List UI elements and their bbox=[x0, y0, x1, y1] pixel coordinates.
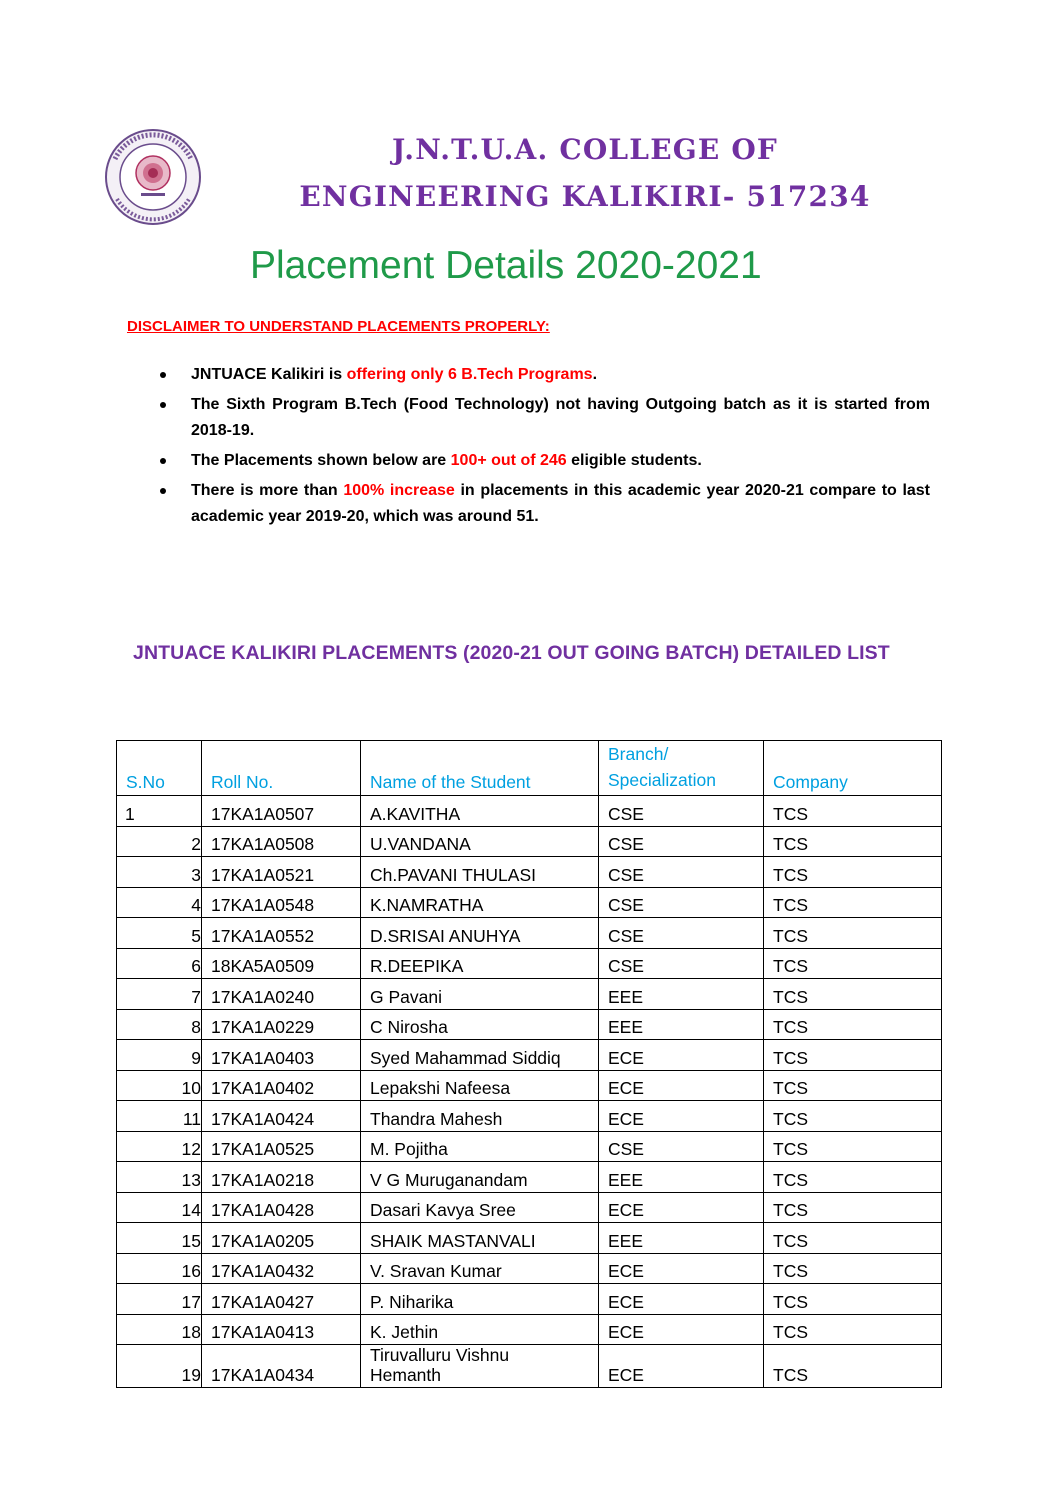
cell-sno: 5 bbox=[117, 918, 202, 949]
cell-sno: 7 bbox=[117, 979, 202, 1010]
cell-branch: EEE bbox=[599, 1009, 764, 1040]
bullet-dot-icon bbox=[160, 458, 166, 464]
cell-roll-no: 18KA5A0509 bbox=[202, 948, 361, 979]
cell-sno: 6 bbox=[117, 948, 202, 979]
cell-company: TCS bbox=[764, 1009, 942, 1040]
col-header-sno: S.No bbox=[117, 741, 202, 796]
table-row bbox=[117, 1009, 942, 1040]
cell-sno: 3 bbox=[117, 857, 202, 888]
table-body bbox=[117, 796, 942, 1388]
cell-branch: ECE bbox=[599, 1253, 764, 1284]
cell-branch: ECE bbox=[599, 1284, 764, 1315]
cell-company: TCS bbox=[764, 887, 942, 918]
cell-branch: ECE bbox=[599, 1345, 764, 1388]
table-row bbox=[117, 1253, 942, 1284]
cell-roll-no: 17KA1A0402 bbox=[202, 1070, 361, 1101]
disclaimer-heading: DISCLAIMER TO UNDERSTAND PLACEMENTS PROPERLY: bbox=[127, 318, 550, 335]
cell-student-name: Syed Mahammad Siddiq bbox=[361, 1040, 599, 1071]
cell-company: TCS bbox=[764, 796, 942, 827]
cell-student-name: Ch.PAVANI THULASI bbox=[361, 857, 599, 888]
table-row bbox=[117, 1162, 942, 1193]
list-title: JNTUACE KALIKIRI PLACEMENTS (2020-21 OUT GOING BATCH) DETAILED LIST bbox=[133, 642, 890, 664]
cell-company: TCS bbox=[764, 1192, 942, 1223]
university-seal-icon bbox=[97, 127, 209, 227]
cell-branch: CSE bbox=[599, 887, 764, 918]
cell-roll-no: 17KA1A0508 bbox=[202, 826, 361, 857]
cell-roll-no: 17KA1A0218 bbox=[202, 1162, 361, 1193]
cell-company: TCS bbox=[764, 1314, 942, 1345]
cell-roll-no: 17KA1A0403 bbox=[202, 1040, 361, 1071]
cell-roll-no: 17KA1A0432 bbox=[202, 1253, 361, 1284]
cell-branch: CSE bbox=[599, 826, 764, 857]
bullet-item: The Placements shown below are 100+ out of 246 eligible students. bbox=[160, 448, 930, 474]
table-row bbox=[117, 1101, 942, 1132]
cell-branch: ECE bbox=[599, 1101, 764, 1132]
cell-sno: 13 bbox=[117, 1162, 202, 1193]
table-row bbox=[117, 857, 942, 888]
table-row bbox=[117, 1284, 942, 1315]
col-header-branch: Branch/ Specialization bbox=[599, 741, 764, 796]
cell-sno: 9 bbox=[117, 1040, 202, 1071]
cell-branch: EEE bbox=[599, 979, 764, 1010]
cell-company: TCS bbox=[764, 826, 942, 857]
cell-company: TCS bbox=[764, 1070, 942, 1101]
cell-branch: CSE bbox=[599, 796, 764, 827]
table-row bbox=[117, 887, 942, 918]
cell-company: TCS bbox=[764, 979, 942, 1010]
cell-company: TCS bbox=[764, 918, 942, 949]
col-header-company: Company bbox=[764, 741, 942, 796]
cell-roll-no: 17KA1A0507 bbox=[202, 796, 361, 827]
cell-sno: 16 bbox=[117, 1253, 202, 1284]
cell-branch: ECE bbox=[599, 1040, 764, 1071]
cell-sno: 2 bbox=[117, 826, 202, 857]
cell-branch: CSE bbox=[599, 948, 764, 979]
cell-sno: 12 bbox=[117, 1131, 202, 1162]
cell-sno: 1 bbox=[117, 796, 202, 827]
table-row bbox=[117, 918, 942, 949]
cell-student-name: SHAIK MASTANVALI bbox=[361, 1223, 599, 1254]
cell-company: TCS bbox=[764, 1162, 942, 1193]
cell-branch: EEE bbox=[599, 1223, 764, 1254]
cell-roll-no: 17KA1A0240 bbox=[202, 979, 361, 1010]
table-row bbox=[117, 1192, 942, 1223]
cell-company: TCS bbox=[764, 1253, 942, 1284]
cell-sno: 4 bbox=[117, 887, 202, 918]
table-row bbox=[117, 1314, 942, 1345]
cell-student-name: G Pavani bbox=[361, 979, 599, 1010]
bullet-dot-icon bbox=[160, 402, 166, 408]
placements-table bbox=[116, 740, 942, 1388]
cell-branch: CSE bbox=[599, 1131, 764, 1162]
cell-sno: 10 bbox=[117, 1070, 202, 1101]
table-row bbox=[117, 1223, 942, 1254]
cell-roll-no: 17KA1A0229 bbox=[202, 1009, 361, 1040]
cell-roll-no: 17KA1A0552 bbox=[202, 918, 361, 949]
cell-student-name: V. Sravan Kumar bbox=[361, 1253, 599, 1284]
cell-sno: 15 bbox=[117, 1223, 202, 1254]
cell-roll-no: 17KA1A0424 bbox=[202, 1101, 361, 1132]
cell-student-name: Thandra Mahesh bbox=[361, 1101, 599, 1132]
bullet-dot-icon bbox=[160, 372, 166, 378]
cell-student-name: C Nirosha bbox=[361, 1009, 599, 1040]
cell-company: TCS bbox=[764, 1131, 942, 1162]
table-row bbox=[117, 1345, 942, 1388]
table-row bbox=[117, 1070, 942, 1101]
cell-branch: EEE bbox=[599, 1162, 764, 1193]
page-title: Placement Details 2020-2021 bbox=[250, 244, 762, 287]
cell-branch: ECE bbox=[599, 1314, 764, 1345]
cell-student-name: Dasari Kavya Sree bbox=[361, 1192, 599, 1223]
cell-branch: ECE bbox=[599, 1192, 764, 1223]
cell-student-name: D.SRISAI ANUHYA bbox=[361, 918, 599, 949]
cell-student-name: V G Muruganandam bbox=[361, 1162, 599, 1193]
cell-sno: 14 bbox=[117, 1192, 202, 1223]
cell-roll-no: 17KA1A0548 bbox=[202, 887, 361, 918]
cell-student-name: U.VANDANA bbox=[361, 826, 599, 857]
cell-roll-no: 17KA1A0428 bbox=[202, 1192, 361, 1223]
table-row bbox=[117, 1040, 942, 1071]
cell-sno: 19 bbox=[117, 1345, 202, 1388]
cell-student-name: Lepakshi Nafeesa bbox=[361, 1070, 599, 1101]
cell-sno: 18 bbox=[117, 1314, 202, 1345]
cell-roll-no: 17KA1A0427 bbox=[202, 1284, 361, 1315]
college-name-line1: J.N.T.U.A. COLLEGE OF bbox=[391, 133, 779, 166]
cell-sno: 17 bbox=[117, 1284, 202, 1315]
table-header-row bbox=[117, 741, 942, 796]
cell-company: TCS bbox=[764, 1223, 942, 1254]
bullet-dot-icon bbox=[160, 488, 166, 494]
cell-roll-no: 17KA1A0521 bbox=[202, 857, 361, 888]
bullet-item: The Sixth Program B.Tech (Food Technology) not having Outgoing batch as it is started from 2018-19. bbox=[160, 392, 930, 444]
table-row bbox=[117, 826, 942, 857]
cell-roll-no: 17KA1A0525 bbox=[202, 1131, 361, 1162]
col-header-name: Name of the Student bbox=[361, 741, 599, 796]
cell-sno: 8 bbox=[117, 1009, 202, 1040]
cell-roll-no: 17KA1A0205 bbox=[202, 1223, 361, 1254]
cell-student-name: P. Niharika bbox=[361, 1284, 599, 1315]
cell-branch: CSE bbox=[599, 857, 764, 888]
cell-company: TCS bbox=[764, 948, 942, 979]
cell-branch: ECE bbox=[599, 1070, 764, 1101]
table-row bbox=[117, 948, 942, 979]
table-row bbox=[117, 979, 942, 1010]
cell-sno: 11 bbox=[117, 1101, 202, 1132]
cell-roll-no: 17KA1A0413 bbox=[202, 1314, 361, 1345]
cell-branch: CSE bbox=[599, 918, 764, 949]
table-row bbox=[117, 796, 942, 827]
cell-company: TCS bbox=[764, 1284, 942, 1315]
cell-company: TCS bbox=[764, 1345, 942, 1388]
college-logo bbox=[97, 127, 209, 227]
cell-student-name: Tiruvalluru Vishnu Hemanth bbox=[361, 1345, 599, 1388]
cell-company: TCS bbox=[764, 1101, 942, 1132]
cell-student-name: A.KAVITHA bbox=[361, 796, 599, 827]
college-name-line2: ENGINEERING KALIKIRI- 517234 bbox=[299, 180, 871, 213]
bullet-item: There is more than 100% increase in placements in this academic year 2020-21 compare to last academic year 2019-20, which was around 51. bbox=[160, 478, 930, 530]
col-header-roll: Roll No. bbox=[202, 741, 361, 796]
cell-company: TCS bbox=[764, 1040, 942, 1071]
cell-student-name: K. Jethin bbox=[361, 1314, 599, 1345]
cell-student-name: R.DEEPIKA bbox=[361, 948, 599, 979]
cell-company: TCS bbox=[764, 857, 942, 888]
disclaimer-bullets bbox=[160, 362, 930, 534]
cell-student-name: K.NAMRATHA bbox=[361, 887, 599, 918]
cell-student-name: M. Pojitha bbox=[361, 1131, 599, 1162]
cell-roll-no: 17KA1A0434 bbox=[202, 1345, 361, 1388]
table-row bbox=[117, 1131, 942, 1162]
bullet-item: JNTUACE Kalikiri is offering only 6 B.Tech Programs. bbox=[160, 362, 930, 388]
